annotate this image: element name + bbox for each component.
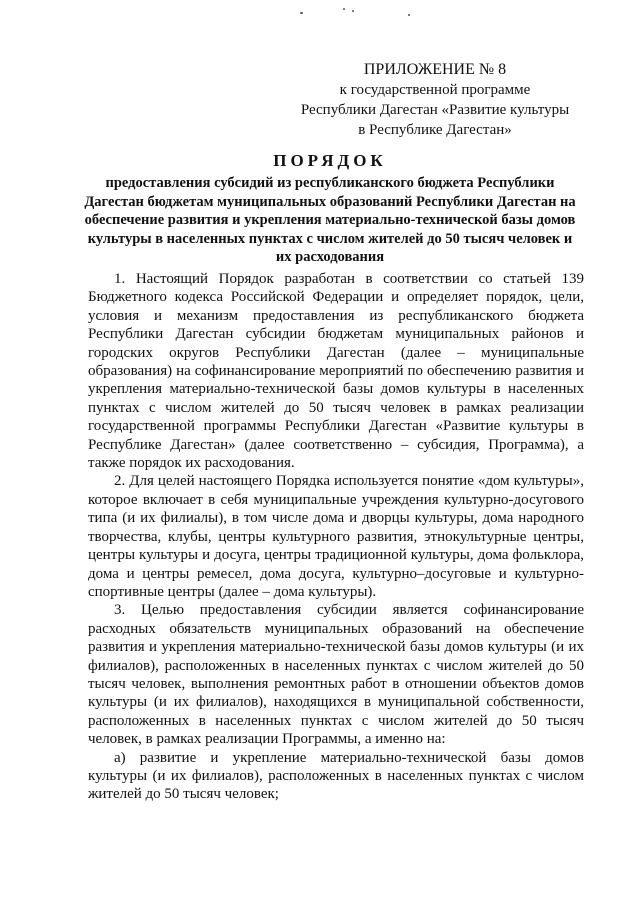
appendix-line: Республики Дагестан «Развитие культуры xyxy=(300,102,570,118)
scan-speck xyxy=(352,10,354,12)
document-body xyxy=(88,270,584,804)
appendix-number: ПРИЛОЖЕНИЕ № 8 xyxy=(363,61,507,78)
paragraph-1: 1. Настоящий Порядок разработан в соответствии со статьей 139 Бюджетного кодекса Российской Федерации и определяет порядок, цели, условия и механизм предоставления из республиканского бюджета Республики Дагестан субсидии бюджетам муниципальных районов и городских округов Республики Дагестан (далее – муниципальные образования) на софинансирование мероприятий по обеспечению развития и укрепления материально-технической базы домов культуры в населенных пунктах с числом жителей до 50 тысяч человек в рамках реализации государственной программы Республики Дагестан «Развитие культуры в Республике Дагестан» (далее соответственно – субсидия, Программа), а также порядок их расходования. xyxy=(88,271,584,472)
appendix-line: в Республике Дагестан» xyxy=(358,122,512,138)
scan-speck xyxy=(408,14,410,16)
document-title: ПОРЯДОК xyxy=(273,151,387,170)
document-heading xyxy=(80,150,580,267)
document-subtitle: предоставления субсидий из республиканского бюджета Республики Дагестан бюджетам муниципальных образований Республики Дагестан на обеспечение развития и укрепления материально-технической базы домов культуры в населенных пунктах с числом жителей до 50 тысяч человек и их расходования xyxy=(84,175,576,265)
paragraph-2: 2. Для целей настоящего Порядка используется понятие «дом культуры», которое включает в себя муниципальные учреждения культурно-досугового типа (и их филиалы), в том числе дома и дворцы культуры, дома народного творчества, клубы, центры культурного развития, этнокультурные центры, центры культуры и досуга, центры традиционной культуры, дома фольклора, дома и центры ремесел, дома досуга, культурно–досуговые и культурно-спортивные центры (далее – дома культуры). xyxy=(88,473,584,600)
paragraph-3: 3. Целью предоставления субсидии является софинансирование расходных обязательств муниципальных образований на обеспечение развития и укрепления материально-технической базы домов культуры (и их филиалов), расположенных в населенных пунктах с числом жителей до 50 тысяч человек, выполнения ремонтных работ в отношении объектов домов культуры (и их филиалов), находящихся в муниципальной собственности, расположенных в населенных пунктах с числом жителей до 50 тысяч человек, в рамках реализации Программы, а именно на: xyxy=(88,602,584,748)
scan-speck xyxy=(343,8,345,10)
appendix-header xyxy=(290,60,580,140)
paragraph-3a: а) развитие и укрепление материально-технической базы домов культуры (и их филиалов), расположенных в населенных пунктах с числом жителей до 50 тысяч человек; xyxy=(88,749,584,803)
scan-speck xyxy=(300,12,303,14)
appendix-line: к государственной программе xyxy=(339,82,531,98)
